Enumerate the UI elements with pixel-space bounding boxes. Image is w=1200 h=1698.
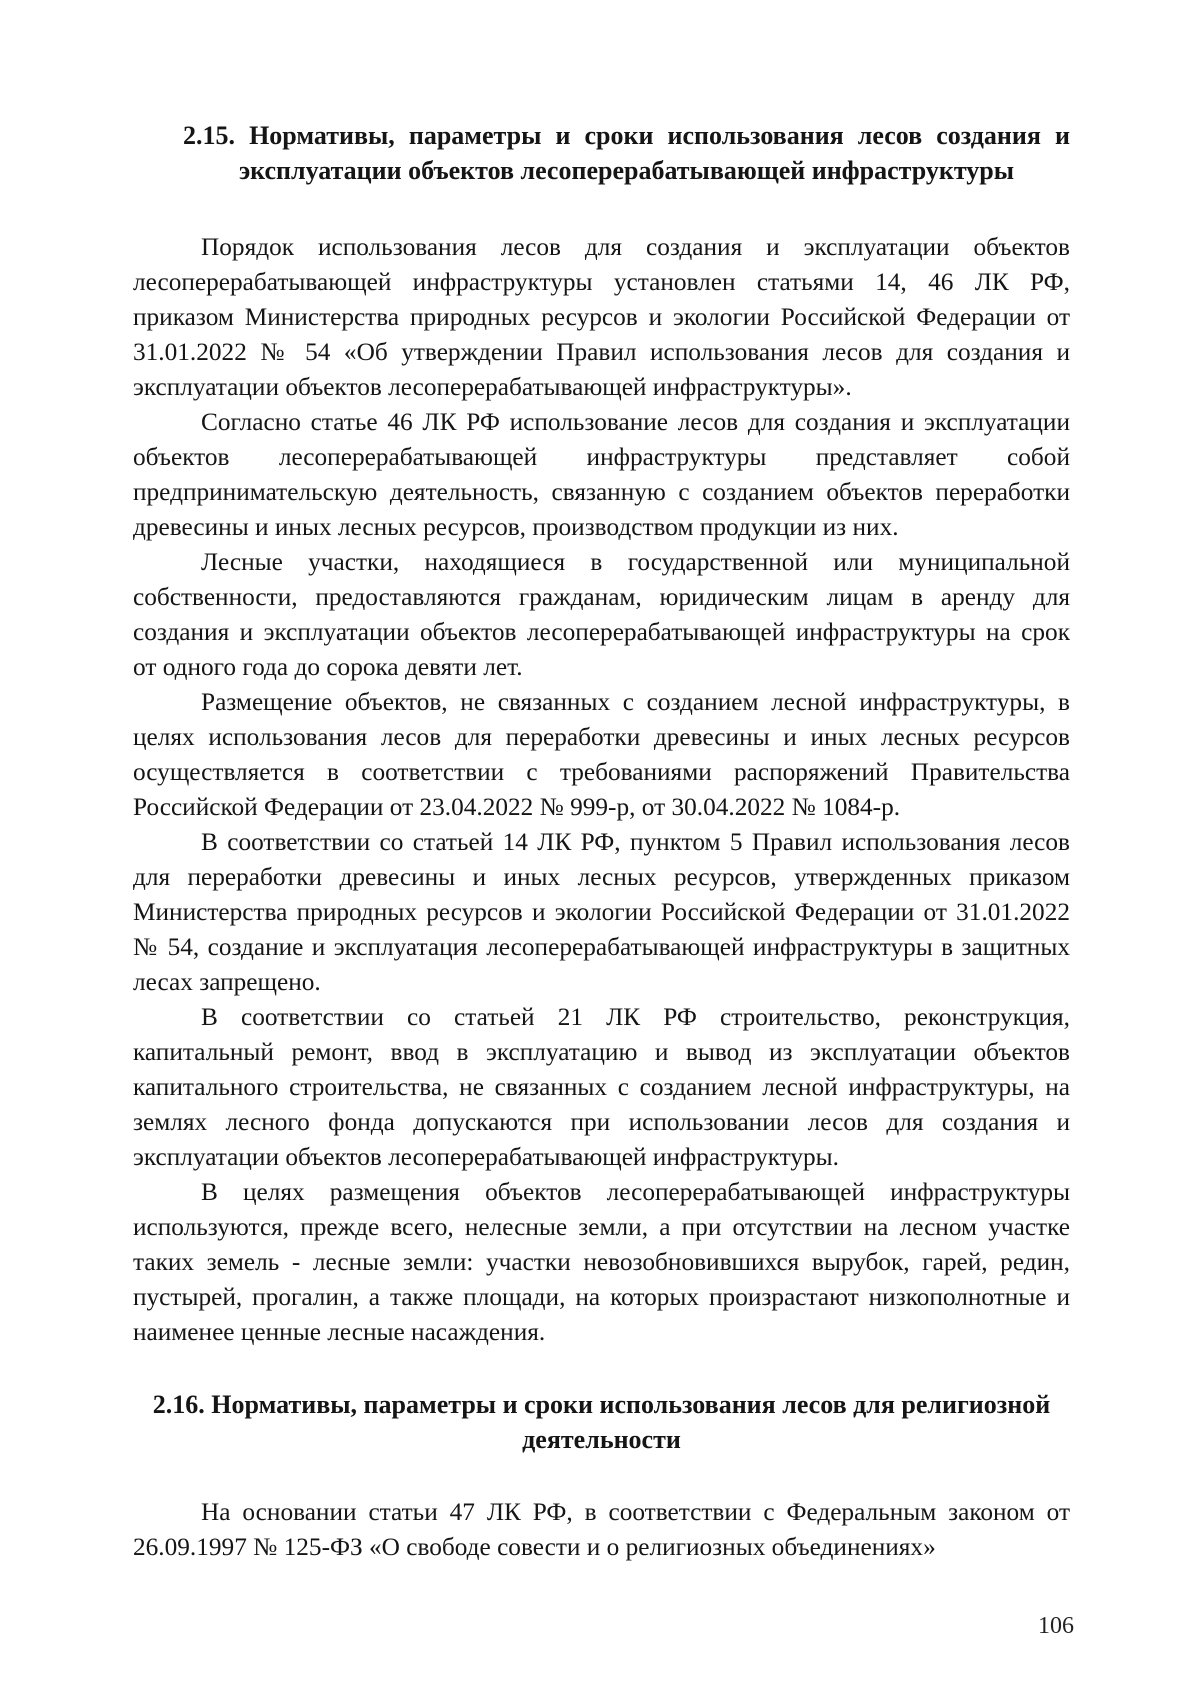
- document-page: [133, 118, 1070, 1565]
- section-heading-2-16: 2.16. Нормативы, параметры и сроки использования лесов для религиозной деятельности: [152, 1390, 1051, 1454]
- paragraph: В целях размещения объектов лесоперерабатывающей инфраструктуры используются, прежде всего, нелесные земли, а при отсутствии на лесном участке таких земель - лесные земли: участки невозобновившихся вырубок, гарей, редин, пустырей, прогалин, а также площади, на которых произрастают низкополнотные и наименее ценные лесные насаждения.: [133, 1178, 1070, 1346]
- paragraph: Порядок использования лесов для создания и эксплуатации объектов лесоперерабатывающей инфраструктуры установлен статьями 14, 46 ЛК РФ, приказом Министерства природных ресурсов и экологии Российской Федерации от 31.01.2022 № 54 «Об утверждении Правил использования лесов для создания и эксплуатации объектов лесоперерабатывающей инфраструктуры».: [133, 233, 1070, 401]
- paragraph: Лесные участки, находящиеся в государственной или муниципальной собственности, предоставляются гражданам, юридическим лицам в аренду для создания и эксплуатации объектов лесоперерабатывающей инфраструктуры на срок от одного года до сорока девяти лет.: [133, 548, 1070, 681]
- paragraph: Согласно статье 46 ЛК РФ использование лесов для создания и эксплуатации объектов лесоперерабатывающей инфраструктуры представляет собой предпринимательскую деятельность, связанную с созданием объектов переработки древесины и иных лесных ресурсов, производством продукции из них.: [133, 408, 1070, 541]
- section-body-2-16: [133, 1495, 1070, 1565]
- paragraph: Размещение объектов, не связанных с созданием лесной инфраструктуры, в целях использования лесов для переработки древесины и иных лесных ресурсов осуществляется в соответствии с требованиями распоряжений Правительства Российской Федерации от 23.04.2022 № 999-р, от 30.04.2022 № 1084-р.: [133, 688, 1070, 821]
- paragraph: В соответствии со статьей 14 ЛК РФ, пунктом 5 Правил использования лесов для переработки древесины и иных лесных ресурсов, утвержденных приказом Министерства природных ресурсов и экологии Российской Федерации от 31.01.2022 № 54, создание и эксплуатация лесоперерабатывающей инфраструктуры в защитных лесах запрещено.: [133, 828, 1070, 996]
- section-heading-2-15: 2.15. Нормативы, параметры и сроки использования лесов создания и эксплуатации объектов лесоперерабатывающей инфраструктуры: [183, 121, 1070, 185]
- section-body-2-15: [133, 230, 1070, 1350]
- paragraph: В соответствии со статьей 21 ЛК РФ строительство, реконструкция, капитальный ремонт, ввод в эксплуатацию и вывод из эксплуатации объектов капитального строительства, не связанных с созданием лесной инфраструктуры, на землях лесного фонда допускаются при использовании лесов для создания и эксплуатации объектов лесоперерабатывающей инфраструктуры.: [133, 1003, 1070, 1171]
- paragraph: На основании статьи 47 ЛК РФ, в соответствии с Федеральным законом от 26.09.1997 № 125-ФЗ «О свободе совести и о религиозных объединениях»: [133, 1498, 1070, 1561]
- page-number: 106: [1038, 1613, 1074, 1639]
